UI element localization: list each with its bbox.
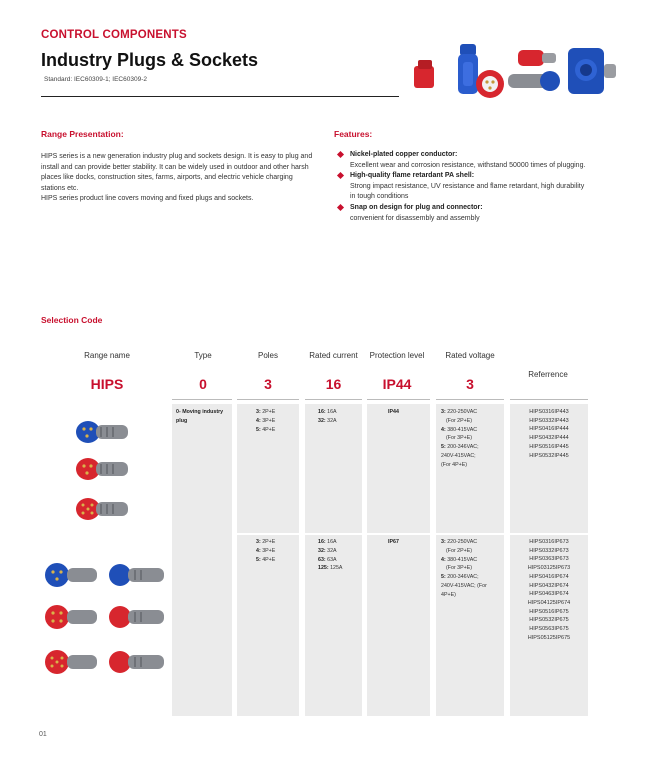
feature-text: Excellent wear and corrosion resistance, withstand 50000 times of plugging. xyxy=(350,161,586,169)
reference-code: HIPS03125IP673 xyxy=(527,565,571,572)
protection-cell-group2: IP67 xyxy=(388,539,399,545)
voltage-line: 5: 200-346VAC; xyxy=(441,574,479,581)
protection-cell-group1: IP44 xyxy=(388,409,399,415)
col-head-protection-level: Protection level xyxy=(369,351,425,360)
blue-plug-product xyxy=(458,44,478,94)
reference-cell-group1 xyxy=(512,408,586,460)
type-column-panel xyxy=(172,404,232,716)
col-head-rated-current: Rated current xyxy=(309,351,358,360)
col-head-type: Type xyxy=(194,351,212,360)
voltage-line: 4: 380-415VAC xyxy=(441,426,478,433)
diamond-bullet-icon xyxy=(337,204,344,211)
reference-code: HIPS0316IP673 xyxy=(529,539,569,545)
feature-heading: High-quality flame retardant PA shell: xyxy=(350,172,475,180)
red-plug-ip67 xyxy=(45,650,97,674)
features-title: Features: xyxy=(334,129,373,139)
range-presentation-title: Range Presentation: xyxy=(41,129,124,139)
voltage-cell-group2 xyxy=(441,538,503,600)
page-title: Industry Plugs & Sockets xyxy=(41,50,259,70)
current-cell-group1 xyxy=(318,408,360,426)
blue-plug-ip67 xyxy=(45,563,97,587)
voltage-line: 3: 220-250VAC xyxy=(441,539,478,545)
voltage-cell-group1 xyxy=(441,408,503,470)
feature-heading: Nickel-plated copper conductor: xyxy=(350,151,458,158)
red-plug-ip67 xyxy=(109,606,164,628)
col-head-poles: Poles xyxy=(257,351,278,360)
feature-item xyxy=(338,171,588,203)
reference-code: HIPS0332IP673 xyxy=(529,547,569,554)
type-key: 0 xyxy=(176,409,179,415)
poles-option: 3: 2P+E xyxy=(256,539,276,545)
reference-code: HIPS0316IP443 xyxy=(529,409,569,415)
red-plug-ip67 xyxy=(45,605,97,629)
type-description: - Moving industry plug xyxy=(176,409,224,424)
poles-cell-group1 xyxy=(256,408,298,434)
red-plug-ip44 xyxy=(76,498,128,520)
red-plug-ip44 xyxy=(76,458,128,480)
voltage-line: (For 2P+E) xyxy=(446,547,473,554)
code-rated-voltage: 3 xyxy=(466,376,474,392)
reference-code: HIPS0532IP675 xyxy=(529,617,569,624)
current-option: 16: 16A xyxy=(318,539,337,545)
type-cell xyxy=(176,408,230,426)
current-option: 32: 32A xyxy=(318,417,337,424)
code-type: 0 xyxy=(199,376,207,392)
voltage-line: (For 4P+E) xyxy=(441,461,468,468)
diamond-bullet-icon xyxy=(337,151,344,158)
current-option: 32: 32A xyxy=(318,547,337,554)
current-option: 125: 125A xyxy=(318,565,343,572)
reference-code: HIPS0463IP674 xyxy=(529,591,569,598)
col-head-rated-voltage: Rated voltage xyxy=(445,351,495,360)
reference-code: HIPS05125IP675 xyxy=(527,634,571,641)
red-plug-ip67 xyxy=(109,651,164,673)
code-range-name: HIPS xyxy=(90,376,124,392)
current-option: 16: 16A xyxy=(318,409,337,415)
voltage-line: 4P+E) xyxy=(441,591,456,598)
voltage-line: (For 2P+E) xyxy=(446,417,473,424)
header-divider xyxy=(41,96,399,97)
code-protection-level: IP44 xyxy=(382,376,412,392)
reference-code: HIPS0432IP444 xyxy=(529,435,569,442)
category-title: CONTROL COMPONENTS xyxy=(41,29,187,41)
poles-option: 5: 4P+E xyxy=(256,426,276,433)
divider xyxy=(305,399,362,400)
ip44-plugs-image xyxy=(70,416,140,526)
divider xyxy=(510,399,588,400)
hero-product-image xyxy=(408,40,623,106)
poles-cell-group2 xyxy=(256,538,298,564)
divider xyxy=(367,399,430,400)
protection-column-panel xyxy=(367,404,430,716)
divider xyxy=(237,399,299,400)
reference-code: HIPS0416IP444 xyxy=(529,426,569,433)
group-separator xyxy=(237,533,588,535)
feature-heading: Snap on design for plug and connector: xyxy=(350,203,483,211)
voltage-line: 4: 380-415VAC xyxy=(441,556,478,563)
features-list xyxy=(338,150,588,224)
reference-code: HIPS0416IP674 xyxy=(529,573,569,580)
feature-text: convenient for disassembly and assembly xyxy=(350,214,480,222)
poles-option: 4: 3P+E xyxy=(256,417,276,424)
feature-text: Strong impact resistance, UV resistance and flame retardant, high durability in tough conditions xyxy=(350,182,585,201)
reference-code: HIPS0516IP445 xyxy=(529,443,569,450)
code-poles: 3 xyxy=(264,376,272,392)
voltage-line: 240V-415VAC; xyxy=(441,452,476,459)
ip67-plugs-image xyxy=(42,558,170,686)
reference-code: HIPS0516IP675 xyxy=(529,608,569,615)
page-number: 01 xyxy=(39,731,47,738)
range-presentation-text xyxy=(41,152,316,205)
reference-cell-group2 xyxy=(512,538,586,642)
range-paragraph-1: HIPS series is a new generation industry plug and sockets design. It is easy to plug and install and can provide better stability. It can be widely used in outdoor and other harsh places like docks, construction sites, farms, airports, and electric vehicle charging stations etc. xyxy=(41,153,313,192)
reference-code: HIPS0563IP675 xyxy=(529,626,569,633)
red-round-plug-product xyxy=(476,70,504,98)
reference-code: HIPS0432IP674 xyxy=(529,582,569,589)
standard-text: Standard: IEC60309-1; IEC60309-2 xyxy=(44,76,147,83)
current-cell-group2 xyxy=(318,538,360,573)
poles-option: 4: 3P+E xyxy=(256,547,276,554)
voltage-line: 5: 200-346VAC; xyxy=(441,444,479,451)
code-rated-current: 16 xyxy=(325,376,342,392)
grey-plug-product xyxy=(508,71,560,91)
feature-item xyxy=(338,150,588,171)
col-head-range-name: Range name xyxy=(84,351,130,360)
current-option: 63: 63A xyxy=(318,556,337,563)
voltage-line: 240V-415VAC; (For xyxy=(441,582,487,589)
voltage-line: 3: 220-250VAC xyxy=(441,409,478,415)
reference-code: HIPS04125IP674 xyxy=(527,599,571,606)
blue-plug-ip44 xyxy=(76,421,128,443)
blue-plug-ip67 xyxy=(109,564,164,586)
range-paragraph-2: HIPS series product line covers moving and fixed plugs and sockets. xyxy=(41,195,254,203)
voltage-line: (For 3P+E) xyxy=(446,565,473,572)
divider xyxy=(172,399,232,400)
voltage-line: (For 3P+E) xyxy=(446,435,473,442)
col-head-reference: Referrence xyxy=(528,370,568,379)
blue-wall-socket-product xyxy=(568,48,616,94)
red-socket-product xyxy=(414,60,434,88)
poles-option: 5: 4P+E xyxy=(256,556,276,563)
divider xyxy=(436,399,504,400)
reference-code: HIPS0332IP443 xyxy=(529,417,569,424)
selection-code-title: Selection Code xyxy=(41,315,103,325)
reference-code: HIPS0532IP445 xyxy=(529,452,569,459)
feature-item xyxy=(338,203,588,224)
poles-option: 3: 2P+E xyxy=(256,409,276,415)
reference-code: HIPS0363IP673 xyxy=(529,556,569,563)
diamond-bullet-icon xyxy=(337,172,344,179)
red-connector-product xyxy=(518,50,556,66)
